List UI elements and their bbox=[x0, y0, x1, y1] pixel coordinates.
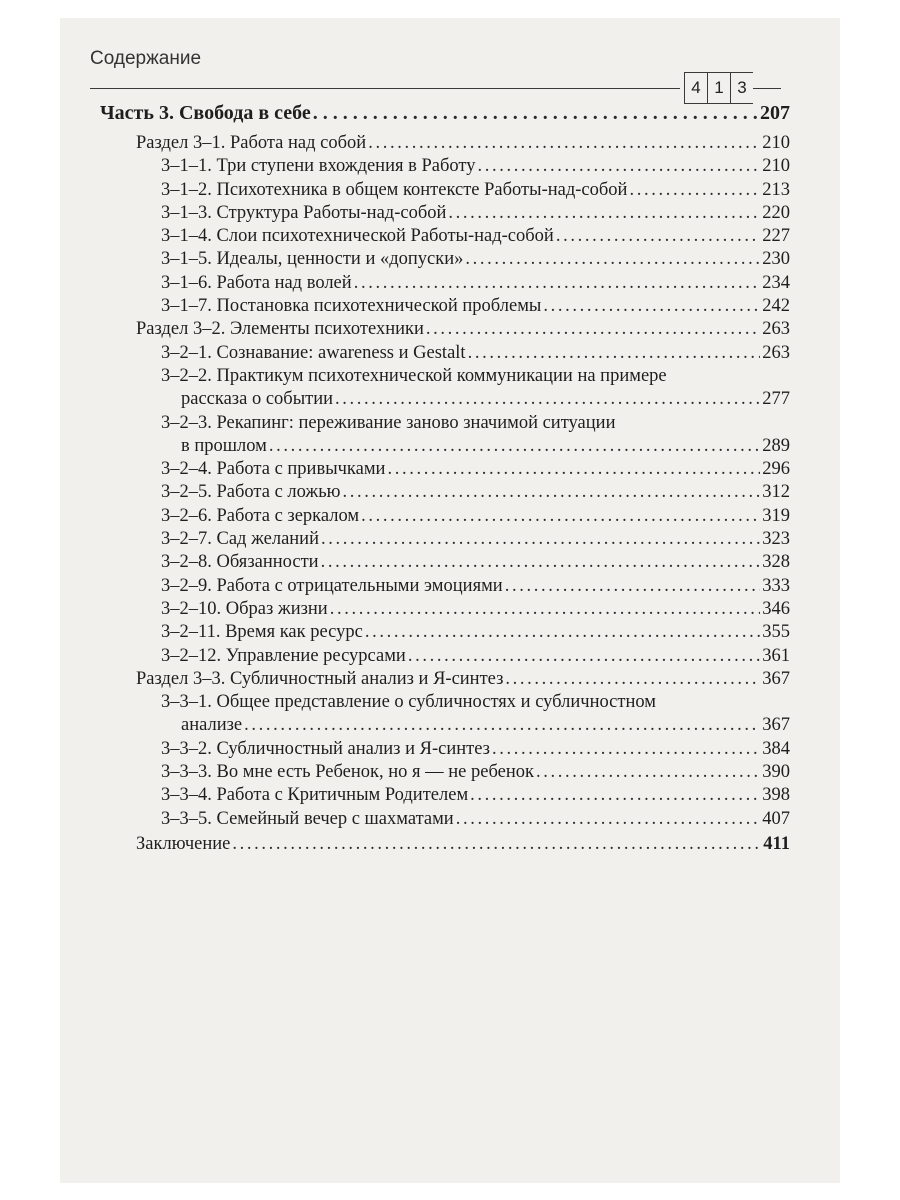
page-number-digit: 3 bbox=[730, 72, 753, 104]
toc-entry bbox=[100, 575, 790, 598]
toc-entry bbox=[100, 365, 790, 412]
toc-entry bbox=[100, 318, 790, 341]
toc-entry bbox=[100, 155, 790, 178]
dot-leader bbox=[232, 833, 761, 856]
toc-entry-title: 3–3–4. Работа с Критичным Родителем bbox=[161, 785, 469, 806]
toc-page-number: 220 bbox=[762, 202, 790, 223]
toc-page-number: 323 bbox=[762, 529, 790, 550]
toc-entry bbox=[100, 528, 790, 551]
toc-entry-title: анализе bbox=[181, 715, 243, 736]
toc-page-number: 367 bbox=[762, 715, 790, 736]
toc-page-number: 263 bbox=[762, 319, 790, 340]
toc-page-number: 296 bbox=[762, 459, 790, 480]
toc-entry bbox=[100, 272, 790, 295]
toc-entry-title-line: 3–3–1. Общее представление о субличностях и субличностном bbox=[161, 692, 656, 713]
toc-entry-title: 3–1–1. Три ступени вхождения в Работу bbox=[161, 156, 476, 177]
toc-page-number: 361 bbox=[762, 645, 790, 666]
toc-entry bbox=[100, 551, 790, 574]
toc-entry bbox=[100, 761, 790, 784]
toc-page-number: 210 bbox=[762, 156, 790, 177]
toc-entry bbox=[100, 248, 790, 271]
dot-leader bbox=[387, 458, 760, 481]
toc-entry-title: в прошлом bbox=[181, 435, 267, 456]
dot-leader bbox=[505, 575, 761, 598]
dot-leader bbox=[330, 598, 761, 621]
toc-entry-title: Раздел 3–3. Субличностный анализ и Я-синтез bbox=[136, 668, 504, 689]
toc-entry-title: рассказа о событии bbox=[181, 389, 334, 410]
dot-leader bbox=[408, 645, 760, 668]
toc-page-number: 407 bbox=[762, 808, 790, 829]
dot-leader bbox=[365, 621, 760, 644]
toc-entry bbox=[100, 132, 790, 155]
toc-page-number: 355 bbox=[762, 622, 790, 643]
toc-page-number: 346 bbox=[762, 598, 790, 619]
toc-entry-title: Раздел 3–2. Элементы психотехники bbox=[136, 319, 424, 340]
toc-entry-title: 3–3–2. Субличностный анализ и Я-синтез bbox=[161, 738, 490, 759]
toc-page-number: 242 bbox=[762, 296, 790, 317]
toc-entry-title-line: 3–2–3. Рекапинг: переживание заново значимой ситуации bbox=[161, 412, 616, 433]
toc-entry-title: 3–2–8. Обязанности bbox=[161, 552, 319, 573]
page-number-digit: 1 bbox=[707, 72, 730, 104]
toc-entry bbox=[100, 808, 790, 831]
toc-page-number: 227 bbox=[762, 226, 790, 247]
dot-leader bbox=[505, 668, 760, 691]
toc-entry-title: 3–2–4. Работа с привычками bbox=[161, 459, 386, 480]
dot-leader bbox=[556, 225, 760, 248]
dot-leader bbox=[456, 808, 761, 831]
toc-page-number: 398 bbox=[762, 785, 790, 806]
toc-entry-title: 3–2–1. Сознавание: awareness и Gestalt bbox=[161, 342, 466, 363]
toc-entry bbox=[100, 668, 790, 691]
toc-entry-title: 3–2–10. Образ жизни bbox=[161, 598, 328, 619]
toc-entry bbox=[100, 412, 790, 459]
toc-entry-title: 3–2–7. Сад желаний bbox=[161, 529, 319, 550]
header-rule bbox=[90, 88, 680, 89]
toc-entry-title: 3–1–7. Постановка психотехнической проблемы bbox=[161, 296, 542, 317]
table-of-contents bbox=[100, 100, 790, 856]
toc-entry-title: 3–1–6. Работа над волей bbox=[161, 272, 352, 293]
toc-entry bbox=[100, 645, 790, 668]
toc-page-number: 312 bbox=[762, 482, 790, 503]
toc-entry-title-line: 3–2–2. Практикум психотехнической коммуникации на примере bbox=[161, 365, 667, 386]
dot-leader bbox=[465, 248, 760, 271]
dot-leader bbox=[269, 435, 760, 458]
page-number-digit: 4 bbox=[684, 72, 707, 104]
dot-leader bbox=[354, 272, 761, 295]
toc-page-number: 319 bbox=[762, 505, 790, 526]
toc-entry-title: Заключение bbox=[136, 833, 231, 854]
toc-page-number: 234 bbox=[762, 272, 790, 293]
toc-page-number: 384 bbox=[762, 738, 790, 759]
toc-entry bbox=[100, 458, 790, 481]
toc-page-number: 277 bbox=[762, 389, 790, 410]
toc-page-number: 411 bbox=[763, 833, 790, 854]
toc-entry-title: 3–2–5. Работа с ложью bbox=[161, 482, 341, 503]
toc-page-number: 207 bbox=[760, 102, 790, 124]
toc-entry bbox=[100, 738, 790, 761]
toc-entry bbox=[100, 784, 790, 807]
dot-leader bbox=[629, 179, 760, 202]
dot-leader bbox=[468, 342, 761, 365]
toc-entry-title: 3–1–4. Слои психотехнической Работы-над-собой bbox=[161, 226, 554, 247]
toc-page-number: 390 bbox=[762, 762, 790, 783]
page-number-rule bbox=[753, 88, 781, 89]
running-header bbox=[90, 44, 818, 97]
toc-entry-title: Раздел 3–1. Работа над собой bbox=[136, 133, 367, 153]
header-title: Содержание bbox=[90, 48, 202, 69]
toc-page-number: 328 bbox=[762, 552, 790, 573]
dot-leader bbox=[478, 155, 761, 178]
toc-entry-title: 3–3–5. Семейный вечер с шахматами bbox=[161, 808, 454, 829]
toc-page-number: 210 bbox=[762, 133, 790, 153]
dot-leader bbox=[368, 132, 760, 155]
toc-entry bbox=[100, 481, 790, 504]
toc-entry bbox=[100, 100, 790, 126]
toc-page-number: 333 bbox=[762, 575, 790, 596]
toc-entry-title: 3–1–2. Психотехника в общем контексте Работы-над-собой bbox=[161, 179, 628, 200]
book-page bbox=[60, 18, 840, 1183]
dot-leader bbox=[426, 318, 760, 341]
toc-entry bbox=[100, 621, 790, 644]
dot-leader bbox=[543, 295, 760, 318]
toc-page-number: 289 bbox=[762, 435, 790, 456]
dot-leader bbox=[313, 100, 758, 126]
dot-leader bbox=[536, 761, 760, 784]
dot-leader bbox=[448, 202, 760, 225]
dot-leader bbox=[470, 784, 760, 807]
toc-entry-title: 3–1–5. Идеалы, ценности и «допуски» bbox=[161, 249, 464, 270]
dot-leader bbox=[321, 528, 760, 551]
toc-entry-title: 3–3–3. Во мне есть Ребенок, но я — не ребенок bbox=[161, 762, 534, 783]
dot-leader bbox=[492, 738, 760, 761]
toc-entry-title: 3–2–9. Работа с отрицательными эмоциями bbox=[161, 575, 503, 596]
toc-page-number: 230 bbox=[762, 249, 790, 270]
toc-page-number: 263 bbox=[762, 342, 790, 363]
toc-entry bbox=[100, 691, 790, 738]
dot-leader bbox=[244, 714, 760, 737]
page-number bbox=[684, 72, 781, 102]
toc-entry bbox=[100, 598, 790, 621]
dot-leader bbox=[321, 551, 761, 574]
toc-entry bbox=[100, 179, 790, 202]
toc-entry-title: 3–1–3. Структура Работы-над-собой bbox=[161, 202, 447, 223]
toc-entry-title: 3–2–12. Управление ресурсами bbox=[161, 645, 406, 666]
dot-leader bbox=[342, 481, 760, 504]
dot-leader bbox=[335, 388, 760, 411]
toc-entry bbox=[100, 342, 790, 365]
toc-entry bbox=[100, 833, 790, 856]
toc-page-number: 213 bbox=[762, 179, 790, 200]
toc-entry bbox=[100, 225, 790, 248]
toc-page-number: 367 bbox=[762, 668, 790, 689]
toc-entry bbox=[100, 202, 790, 225]
toc-entry bbox=[100, 295, 790, 318]
toc-entry-title: Часть 3. Свобода в себе bbox=[100, 102, 311, 124]
toc-entry-title: 3–2–6. Работа с зеркалом bbox=[161, 505, 360, 526]
dot-leader bbox=[361, 505, 760, 528]
toc-entry-title: 3–2–11. Время как ресурс bbox=[161, 622, 363, 643]
toc-entry bbox=[100, 505, 790, 528]
